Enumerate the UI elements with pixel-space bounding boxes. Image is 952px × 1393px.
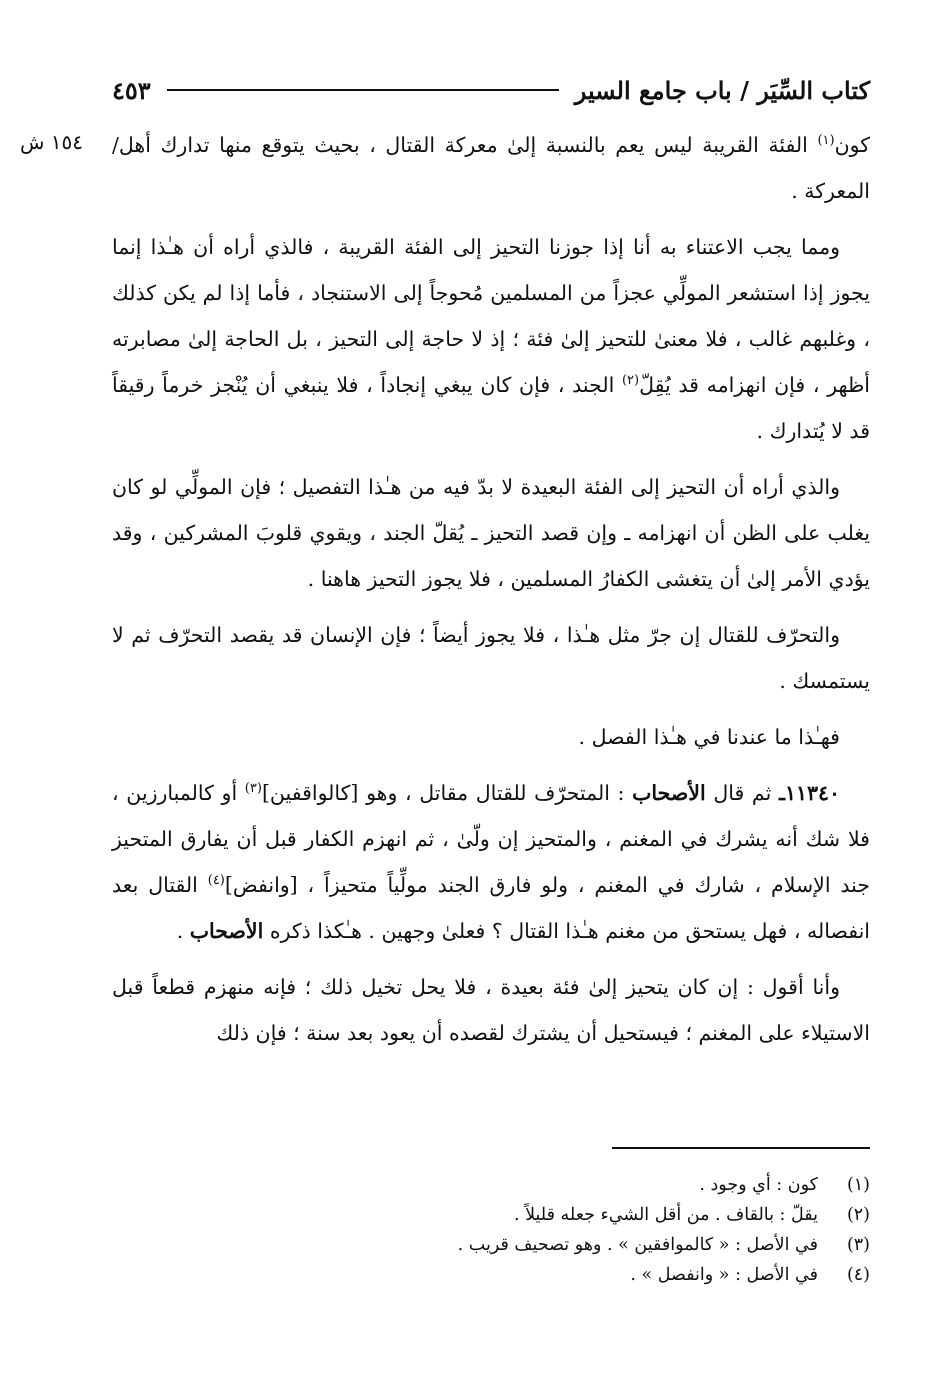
page-number: ٤٥٣ — [112, 75, 151, 105]
footnote-separator — [612, 1147, 870, 1149]
footnote-ref-2[interactable]: (٢) — [621, 373, 640, 389]
header-rule — [167, 89, 559, 91]
footnote-2 — [112, 1200, 870, 1230]
footnote-ref-1[interactable]: (١) — [817, 133, 835, 149]
paragraph-3: والذي أراه أن التحيز إلى الفئة البعيدة لا بدّ فيه من هـٰذا التفصيل ؛ فإن المولِّي لو كان يغلب على الظن أن انهزامه ـ وإن قصد التحيز ـ يُقلّ الجند ، ويقوي قلوبَ المشركين ، وقد يؤدي الأمر إلىٰ أن يتغشى الكفارُ المسلمين ، فلا يجوز التحيز هاهنا . — [112, 475, 870, 591]
header-title: كتاب السِّيَر / باب جامع السير — [574, 75, 870, 105]
paragraph-7: وأنا أقول : إن كان يتحيز إلىٰ فئة بعيدة ، فلا يحل تخيل ذلك ؛ فإنه منهزم قطعاً قبل الاستيلاء على المغنم ؛ فيستحيل أن يشترك لقصده أن يعود بعد سنة ؛ فإن ذلك — [112, 975, 870, 1045]
running-header — [112, 70, 870, 110]
paragraph-5: فهـٰذا ما عندنا في هـٰذا الفصل . — [578, 725, 840, 749]
footnote-text: في الأصل : « وانفصل » . — [630, 1265, 818, 1285]
paragraph-2: ومما يجب الاعتناء به أنا إذا جوزنا التحيز إلى الفئة القريبة ، فالذي أراه أن هـٰذا إنما يجوز إذا استشعر المولِّي عجزاً من المسلمين مُحوجاً إلى الاستنجاد ، فأما إذا لم يكن كذلك ، وغلبهم غالب ، فلا معنىٰ للتحيز إلىٰ فئة ؛ إذ لا حاجة إلى التحيز ، بل الحاجة إلىٰ مصابرته أظهر ، فإن انهزامه قد يُقِلّ$^{(٢)}$ الجند ، فإن كان يبغي إنجاداً ، فلا ينبغي أن يُنْجز خرماً رقيقاً قد لا يُتدارك . — [112, 235, 870, 443]
footnote-ref-3[interactable]: (٣) — [244, 781, 262, 797]
footnote-text: كون : أي وجود . — [699, 1175, 818, 1195]
footnote-4 — [112, 1260, 870, 1290]
footnote-ref-4[interactable]: (٤) — [207, 873, 225, 889]
footnote-number: (٤) — [846, 1265, 870, 1285]
paragraph-4: والتحرّف للقتال إن جرّ مثل هـٰذا ، فلا يجوز أيضاً ؛ فإن الإنسان قد يقصد التحرّف ثم لا يستمسك . — [112, 623, 870, 693]
main-text — [112, 122, 870, 1066]
footnote-1 — [112, 1170, 870, 1200]
footnote-text: في الأصل : « كالموافقين » . وهو تصحيف قريب . — [457, 1235, 818, 1255]
section-number: ١١٣٤٠ـ — [778, 781, 841, 805]
footnote-number: (٢) — [846, 1205, 870, 1225]
footnote-3 — [112, 1230, 870, 1260]
paragraph-1: كون$^{(١)}$ الفئة القريبة ليس يعم بالنسبة إلىٰ معركة القتال ، بحيث يتوقع منها تدارك أهل/ المعركة . — [112, 133, 870, 203]
footnote-text: يقلّ : بالقاف . من أقل الشيء جعله قليلاً . — [513, 1205, 818, 1225]
footnote-number: (٣) — [846, 1235, 870, 1255]
footnotes — [112, 1170, 870, 1290]
paragraph-6: ١١٣٤٠ـ ثم قال الأصحاب : المتحرّف للقتال مقاتل ، وهو [كالواقفين]$^{(٣)}$ أو كالمبارزين ، فلا شك أنه يشرك في المغنم ، والمتحيز إن ولّىٰ ، ثم انهزم الكفار قبل أن يفارق المتحيز جند الإسلام ، شارك في المغنم ، ولو فارق الجند مولِّياً متحيزاً ، [وانفض]$^{(٤)}$ القتال بعد انفصاله ، فهل يستحق من مغنم هـٰذا القتال ؟ فعلىٰ وجهين . هـٰكذا ذكره الأصحاب . — [112, 781, 871, 943]
margin-note: ١٥٤ ش — [20, 130, 84, 154]
footnote-number: (١) — [846, 1175, 870, 1195]
